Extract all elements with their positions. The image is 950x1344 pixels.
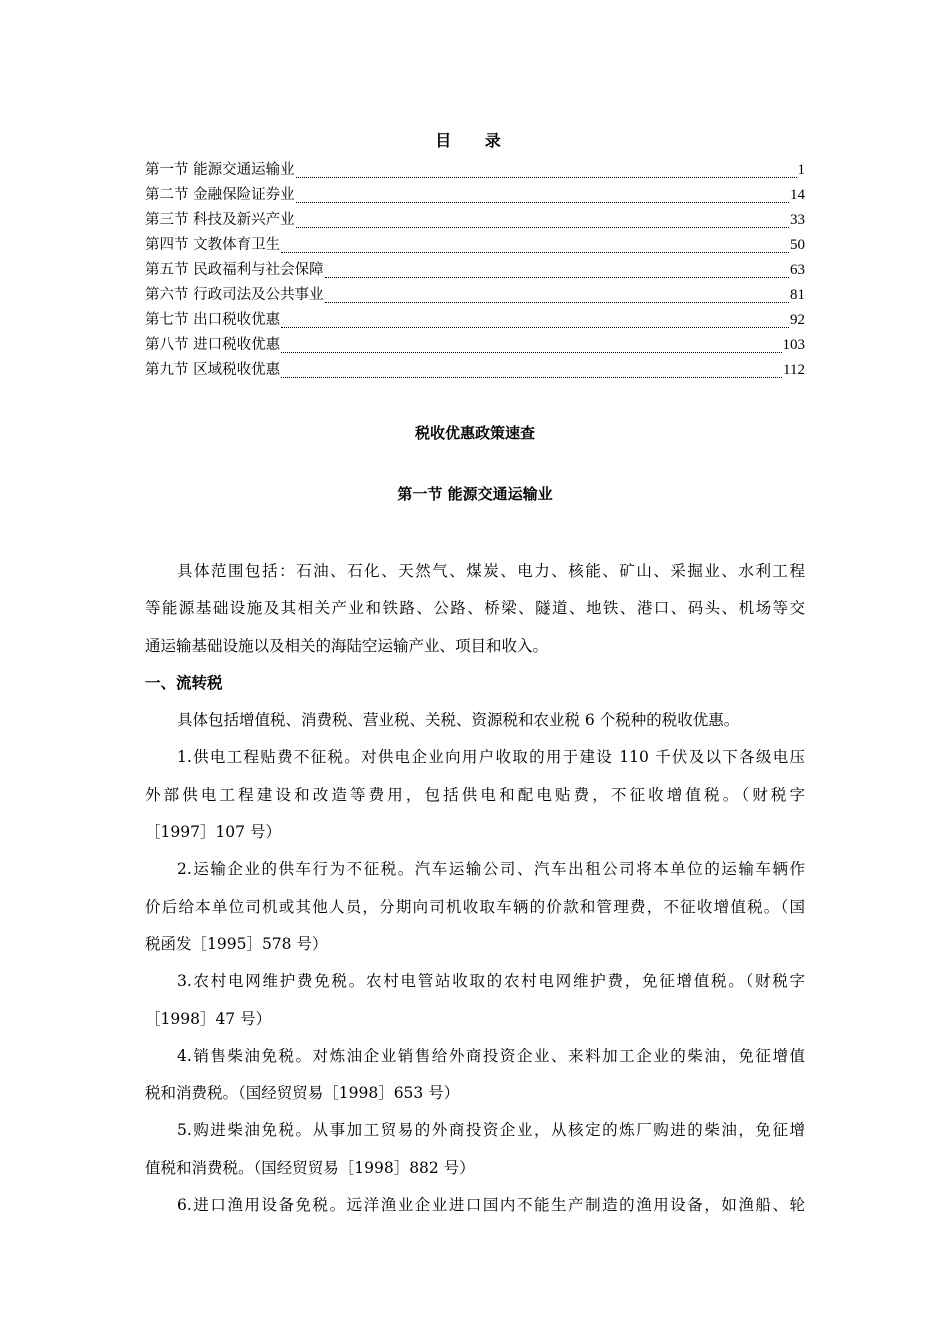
toc-entry[interactable]: [145, 308, 805, 333]
toc-leader-dots: [281, 358, 782, 378]
toc-entry[interactable]: [145, 158, 805, 183]
toc-leader-dots: [325, 283, 789, 303]
toc-entry-page: 33: [790, 212, 805, 228]
toc-entry[interactable]: [145, 333, 805, 358]
paragraph-line: 5.购进柴油免税。从事加工贸易的外商投资企业，从核定的炼厂购进的柴油，免征增: [177, 1121, 805, 1140]
paragraph-line: 4.销售柴油免税。对炼油企业销售给外商投资企业、来料加工企业的柴油，免征增值: [177, 1046, 805, 1065]
toc-entry-label: 第二节 金融保险证券业: [145, 187, 295, 203]
paragraph-line: 价后给本单位司机或其他人员，分期向司机收取车辆的价款和管理费，不征收增值税。（国: [145, 897, 805, 916]
paragraph-line: 6.进口渔用设备免税。远洋渔业企业进口国内不能生产制造的渔用设备，如渔船、轮: [177, 1196, 805, 1215]
paragraph-line: 税和消费税。（国经贸贸易［1998］653 号）: [145, 1084, 460, 1103]
toc-entry-label: 第五节 民政福利与社会保障: [145, 262, 324, 278]
toc-entry-label: 第三节 科技及新兴产业: [145, 212, 295, 228]
toc-entry[interactable]: [145, 208, 805, 233]
paragraph-line: 值税和消费税。（国经贸贸易［1998］882 号）: [145, 1158, 475, 1177]
toc-entry-label: 第一节 能源交通运输业: [145, 162, 295, 178]
toc-title: 目 录: [435, 131, 515, 150]
toc-entry-page: 92: [790, 312, 805, 328]
toc-leader-dots: [325, 258, 789, 278]
toc-entry-label: 第七节 出口税收优惠: [145, 312, 281, 328]
toc-entry-label: 第九节 区域税收优惠: [145, 362, 281, 378]
toc-leader-dots: [281, 233, 789, 253]
paragraph-line: 外部供电工程建设和改造等费用，包括供电和配电贴费，不征收增值税。（财税字: [145, 785, 805, 804]
toc-leader-dots: [281, 333, 781, 353]
paragraph-line: 通运输基础设施以及相关的海陆空运输产业、项目和收入。: [145, 636, 549, 655]
toc-leader-dots: [296, 208, 789, 228]
toc-entry-page: 1: [797, 162, 805, 178]
paragraph-line: ［1998］47 号）: [145, 1009, 272, 1028]
table-of-contents: [145, 158, 805, 383]
toc-entry-label: 第八节 进口税收优惠: [145, 337, 281, 353]
section-heading: 一、流转税: [145, 673, 223, 692]
toc-leader-dots: [296, 158, 797, 178]
body-text: [145, 553, 805, 1224]
toc-entry-page: 50: [790, 237, 805, 253]
paragraph-line: 具体范围包括：石油、石化、天然气、煤炭、电力、核能、矿山、采掘业、水利工程: [177, 562, 805, 580]
toc-entry-page: 103: [782, 337, 805, 353]
toc-entry-label: 第四节 文教体育卫生: [145, 237, 281, 253]
paragraph-line: 具体包括增值税、消费税、营业税、关税、资源税和农业税 6 个税种的税收优惠。: [177, 711, 740, 730]
toc-entry-page: 112: [783, 362, 805, 378]
toc-entry[interactable]: [145, 258, 805, 283]
paragraph-line: 税函发［1995］578 号）: [145, 934, 328, 953]
paragraph-line: 等能源基础设施及其相关产业和铁路、公路、桥梁、隧道、地铁、港口、码头、机场等交: [145, 599, 805, 618]
document-title: 税收优惠政策速查: [414, 424, 535, 442]
paragraph-line: ［1997］107 号）: [145, 823, 281, 842]
toc-entry-page: 14: [790, 187, 805, 203]
toc-entry-label: 第六节 行政司法及公共事业: [145, 287, 324, 303]
paragraph-line: 3.农村电网维护费免税。农村电管站收取的农村电网维护费，免征增值税。（财税字: [177, 972, 805, 991]
toc-entry-page: 63: [790, 262, 805, 278]
toc-entry[interactable]: [145, 183, 805, 208]
toc-leader-dots: [281, 308, 789, 328]
toc-entry[interactable]: [145, 233, 805, 258]
paragraph-line: 2.运输企业的供车行为不征税。汽车运输公司、汽车出租公司将本单位的运输车辆作: [177, 860, 805, 879]
toc-entry-page: 81: [790, 287, 805, 303]
toc-entry[interactable]: [145, 283, 805, 308]
toc-leader-dots: [296, 183, 789, 203]
toc-entry[interactable]: [145, 358, 805, 383]
paragraph-line: 1.供电工程贴费不征税。对供电企业向用户收取的用于建设 110 千伏及以下各级电压: [177, 748, 805, 767]
section-title: 第一节 能源交通运输业: [397, 485, 553, 503]
